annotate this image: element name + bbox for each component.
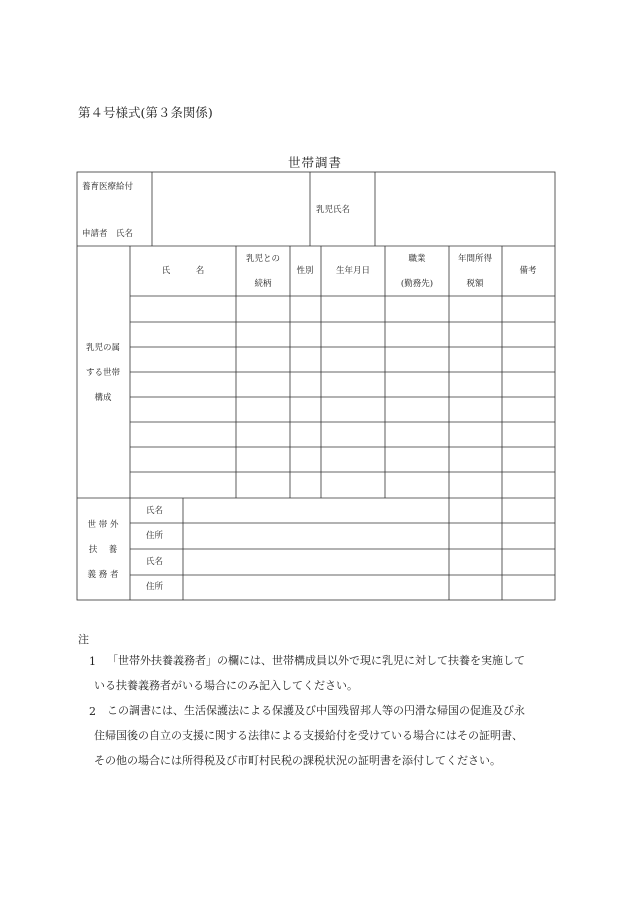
col-income-header-1: 年間所得 xyxy=(457,254,493,264)
outside-side-label-2: 扶 養 xyxy=(88,545,118,555)
outside-side-label-3: 義 務 者 xyxy=(87,570,119,580)
note-2-line-2: 住帰国後の自立の支援に関する法律による支援給付を受けている場合にはその証明書、 xyxy=(94,729,523,742)
notes-heading: 注 xyxy=(78,633,89,646)
col-relation-header-2: 続柄 xyxy=(254,279,272,289)
col-sex-header: 性別 xyxy=(296,266,314,276)
household-side-label-2: する世帯 xyxy=(85,368,121,378)
applicant-name-label: 申請者 氏名 xyxy=(82,229,134,239)
outside-row-label: 氏名 xyxy=(146,506,164,516)
note-1-line-1: 「世帯外扶養義務者」の欄には、世帯構成員以外で現に乳児に対して扶養を実施して xyxy=(107,654,525,667)
col-birthdate-header: 生年月日 xyxy=(335,266,371,276)
outside-row-label: 氏名 xyxy=(146,557,164,567)
note-1-line-2: いる扶養義務者がいる場合にのみ記入してください。 xyxy=(94,679,358,692)
document-title: 世帯調書 xyxy=(287,155,342,170)
col-job-header-2: (勤務先) xyxy=(400,279,434,289)
form-number: 第４号様式(第３条関係) xyxy=(78,105,213,120)
infant-name-label: 乳児氏名 xyxy=(316,205,351,215)
note-2-line-3: その他の場合には所得税及び市町村民税の課税状況の証明書を添付してください。 xyxy=(94,754,501,767)
note-number: 1 xyxy=(89,655,96,668)
outside-row-label: 住所 xyxy=(146,582,164,592)
note-2-line-1: この調書には、生活保護法による保護及び中国残留邦人等の円滑な帰国の促進及び永 xyxy=(107,704,525,717)
col-remarks-header: 備考 xyxy=(519,266,537,276)
medical-benefit-label: 養育医療給付 xyxy=(82,182,134,192)
outside-row-label: 住所 xyxy=(146,531,164,541)
col-job-header-1: 職業 xyxy=(408,254,426,264)
outside-side-label-1: 世 帯 外 xyxy=(87,520,119,530)
note-number: 2 xyxy=(89,705,96,718)
household-side-label-1: 乳児の属 xyxy=(85,343,121,353)
col-income-header-2: 税額 xyxy=(466,279,484,289)
col-name-header: 氏 名 xyxy=(161,266,205,276)
col-relation-header-1: 乳児との xyxy=(245,254,281,264)
household-side-label-3: 構成 xyxy=(94,393,112,403)
